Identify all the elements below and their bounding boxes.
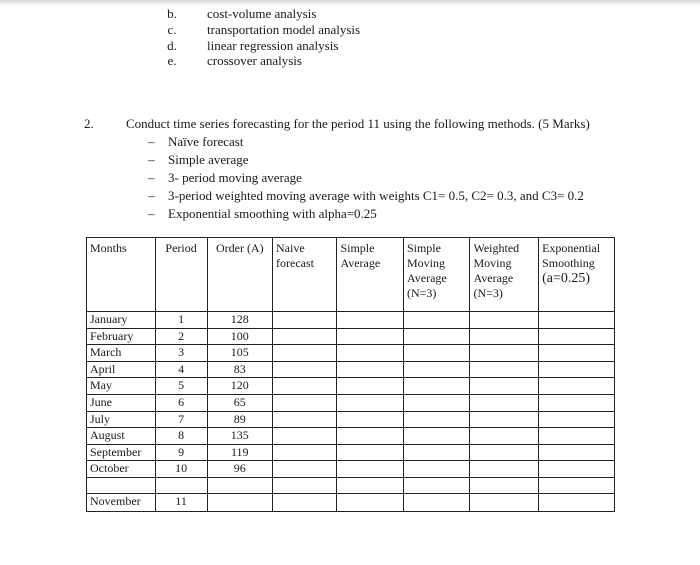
answer-cell[interactable] [207, 493, 272, 511]
question-text: Conduct time series forecasting for the period 11 using the following methods. (5 Marks) [126, 116, 590, 131]
header-order: Order (A) [207, 238, 272, 312]
period-cell: 3 [155, 345, 207, 362]
blank-cell [337, 477, 404, 493]
answer-cell[interactable] [403, 493, 470, 511]
order-cell: 119 [207, 444, 272, 461]
blank-cell [87, 477, 156, 493]
answer-cell[interactable] [403, 394, 470, 411]
period-cell: 8 [155, 428, 207, 445]
order-cell: 120 [207, 378, 272, 395]
answer-cell[interactable] [337, 361, 404, 378]
month-cell: May [87, 378, 156, 395]
answer-cell[interactable] [539, 493, 615, 511]
option-letter: b. [167, 6, 177, 21]
answer-cell[interactable] [470, 493, 539, 511]
period-cell: 2 [155, 328, 207, 345]
forecast-row [87, 493, 615, 511]
answer-cell[interactable] [273, 394, 337, 411]
answer-cell[interactable] [539, 394, 615, 411]
blank-cell [155, 477, 207, 493]
answer-cell[interactable] [470, 312, 539, 329]
answer-cell[interactable] [337, 411, 404, 428]
month-cell: June [87, 394, 156, 411]
blank-cell [207, 477, 272, 493]
method-label: Exponential smoothing with alpha=0.25 [168, 206, 377, 221]
method-label: Naïve forecast [168, 134, 244, 149]
table-row [87, 444, 615, 461]
period-cell: 7 [155, 411, 207, 428]
month-cell: February [87, 328, 156, 345]
answer-cell[interactable] [337, 328, 404, 345]
answer-cell[interactable] [403, 428, 470, 445]
blank-cell [470, 477, 539, 493]
answer-cell[interactable] [539, 411, 615, 428]
answer-cell[interactable] [539, 345, 615, 362]
answer-cell[interactable] [273, 312, 337, 329]
method-item: – 3-period weighted moving average with weights C1= 0.5, C2= 0.3, and C3= 0.2 [148, 188, 584, 203]
answer-cell[interactable] [470, 394, 539, 411]
answer-cell[interactable] [273, 461, 337, 478]
order-cell: 128 [207, 312, 272, 329]
order-cell: 65 [207, 394, 272, 411]
method-item: – Simple average [148, 152, 249, 167]
answer-cell[interactable] [470, 411, 539, 428]
period-cell: 5 [155, 378, 207, 395]
option-letter: c. [167, 22, 177, 37]
answer-cell[interactable] [337, 444, 404, 461]
answer-cell[interactable] [273, 378, 337, 395]
month-cell: October [87, 461, 156, 478]
answer-cell[interactable] [337, 428, 404, 445]
answer-cell[interactable] [403, 312, 470, 329]
answer-cell[interactable] [337, 394, 404, 411]
order-cell: 100 [207, 328, 272, 345]
order-cell: 135 [207, 428, 272, 445]
header-period: Period [155, 238, 207, 312]
month-cell: September [87, 444, 156, 461]
answer-cell[interactable] [337, 461, 404, 478]
method-item: – Exponential smoothing with alpha=0.25 [148, 206, 377, 221]
answer-cell[interactable] [539, 378, 615, 395]
answer-cell[interactable] [470, 428, 539, 445]
month-cell: November [87, 493, 156, 511]
answer-cell[interactable] [539, 312, 615, 329]
answer-cell[interactable] [337, 493, 404, 511]
header-weighted-moving-average: Weighted Moving Average (N=3) [470, 238, 539, 312]
answer-cell[interactable] [403, 378, 470, 395]
period-cell: 11 [155, 493, 207, 511]
answer-cell[interactable] [273, 444, 337, 461]
forecast-table [86, 237, 615, 512]
page-top-edge [0, 0, 700, 6]
answer-cell[interactable] [337, 345, 404, 362]
answer-cell[interactable] [273, 493, 337, 511]
order-cell: 89 [207, 411, 272, 428]
option-text: cost-volume analysis [207, 6, 317, 21]
order-cell: 96 [207, 461, 272, 478]
answer-cell[interactable] [470, 378, 539, 395]
method-item: – 3- period moving average [148, 170, 302, 185]
option-text: transportation model analysis [207, 22, 361, 37]
method-label: Simple average [168, 152, 249, 167]
header-simple-average: Simple Average [337, 238, 404, 312]
answer-cell[interactable] [539, 461, 615, 478]
header-exponential-smoothing: Exponential Smoothing (a=0.25) [539, 238, 615, 312]
answer-cell[interactable] [273, 361, 337, 378]
table-row [87, 428, 615, 445]
month-cell: August [87, 428, 156, 445]
table-row [87, 394, 615, 411]
period-cell: 9 [155, 444, 207, 461]
answer-cell[interactable] [337, 378, 404, 395]
blank-cell [273, 477, 337, 493]
answer-cell[interactable] [273, 428, 337, 445]
header-simple-moving-average: Simple Moving Average (N=3) [403, 238, 470, 312]
table-row [87, 361, 615, 378]
answer-cell[interactable] [403, 361, 470, 378]
question-number: 2. [84, 116, 94, 131]
answer-cell[interactable] [539, 361, 615, 378]
header-months: Months [87, 238, 156, 312]
answer-cell[interactable] [539, 428, 615, 445]
method-label: 3-period weighted moving average with weights C1= 0.5, C2= 0.3, and C3= 0.2 [168, 188, 584, 203]
answer-cell[interactable] [403, 461, 470, 478]
table-row [87, 345, 615, 362]
answer-cell[interactable] [470, 444, 539, 461]
answer-cell[interactable] [539, 328, 615, 345]
header-row [87, 238, 615, 312]
answer-cell[interactable] [470, 461, 539, 478]
period-cell: 1 [155, 312, 207, 329]
blank-row [87, 477, 615, 493]
period-cell: 10 [155, 461, 207, 478]
answer-cell[interactable] [403, 444, 470, 461]
answer-cell[interactable] [470, 361, 539, 378]
option-letter: e. [167, 53, 177, 68]
table-row [87, 378, 615, 395]
table-row [87, 461, 615, 478]
period-cell: 4 [155, 361, 207, 378]
table-row [87, 328, 615, 345]
order-cell: 105 [207, 345, 272, 362]
method-item: – Naïve forecast [148, 134, 244, 149]
blank-cell [539, 477, 615, 493]
answer-cell[interactable] [273, 345, 337, 362]
header-naive: Naive forecast [273, 238, 337, 312]
blank-cell [403, 477, 470, 493]
answer-cell[interactable] [273, 411, 337, 428]
table-row [87, 312, 615, 329]
order-cell: 83 [207, 361, 272, 378]
month-cell: April [87, 361, 156, 378]
month-cell: January [87, 312, 156, 329]
month-cell: July [87, 411, 156, 428]
answer-cell[interactable] [337, 312, 404, 329]
answer-cell[interactable] [470, 345, 539, 362]
answer-cell[interactable] [403, 328, 470, 345]
month-cell: March [87, 345, 156, 362]
answer-cell[interactable] [470, 328, 539, 345]
answer-cell[interactable] [403, 345, 470, 362]
table-row [87, 411, 615, 428]
method-label: 3- period moving average [168, 170, 302, 185]
period-cell: 6 [155, 394, 207, 411]
option-letter: d. [167, 38, 177, 53]
option-text: crossover analysis [207, 53, 302, 68]
answer-cell[interactable] [539, 444, 615, 461]
answer-cell[interactable] [273, 328, 337, 345]
answer-cell[interactable] [403, 411, 470, 428]
option-text: linear regression analysis [207, 38, 339, 53]
